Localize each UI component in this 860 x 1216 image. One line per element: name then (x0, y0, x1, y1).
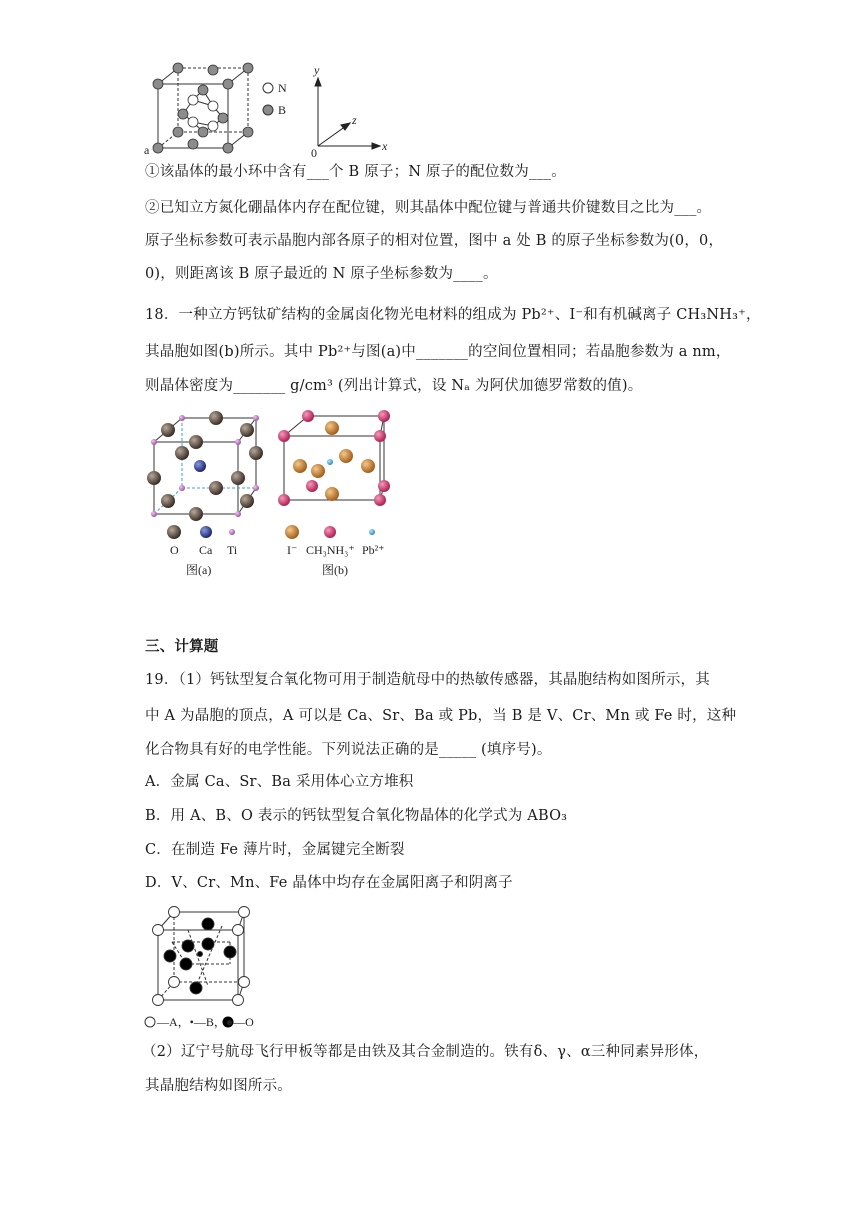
legend-b-i: I⁻ (287, 543, 298, 557)
bn-crystal-figure (140, 62, 400, 158)
option-a: A．金属 Ca、Sr、Ba 采用体心立方堆积 (145, 774, 414, 790)
option-d: D．V、Cr、Mn、Fe 晶体中均存在金属阳离子和阴离子 (145, 875, 513, 891)
question-18-text-2: 其晶胞如图(b)所示。其中 Pb²⁺与图(a)中_______的空间位置相同；若晶胞参数为 a nm， (145, 344, 731, 360)
corner-label-a: a (144, 143, 150, 157)
abo3-crystal-figure (140, 902, 270, 1032)
legend-b-pb: Pb²⁺ (362, 543, 385, 557)
section-heading-calculation: 三、计算题 (145, 638, 219, 655)
question-17-text-3: 原子坐标参数可表示晶胞内部各原子的相对位置，图中 a 处 B 的原子坐标参数为(0，0， (145, 233, 724, 249)
question-19-part2-text-2: 其晶胞结构如图所示。 (145, 1078, 292, 1094)
axis-z-label: z (352, 113, 357, 127)
question-19-text-3: 化合物具有好的电学性能。下列说法正确的是_____ (填序号)。 (145, 742, 552, 758)
question-18-text-1: 18．一种立方钙钛矿结构的金属卤化物光电材料的组成为 Pb²⁺、I⁻和有机碱离子 CH₃NH₃⁺， (145, 307, 761, 323)
question-19-text-2: 中 A 为晶胞的顶点，A 可以是 Ca、Sr、Ba 或 Pb，当 B 是 V、Cr、Mn 或 Fe 时，这种 (145, 708, 737, 724)
axis-x-label: x (382, 139, 388, 153)
question-19-part2-text-1: （2）辽宁号航母飞行甲板等都是由铁及其合金制造的。铁有δ、γ、α三种同素异形体， (142, 1044, 709, 1060)
legend-b: B (278, 103, 287, 117)
legend-a-o: O (170, 543, 179, 557)
question-18-text-3: 则晶体密度为_______ g/cm³ (列出计算式，设 Nₐ 为阿伏加德罗常数的值)。 (145, 378, 643, 394)
abo3-legend: —A，•—B，●—O (157, 1015, 254, 1029)
question-17-text-4: 0)，则距离该 B 原子最近的 N 原子坐标参数为____。 (145, 266, 498, 282)
option-b: B．用 A、B、O 表示的钙钛型复合氧化物晶体的化学式为 ABO₃ (145, 808, 568, 824)
legend-n: N (278, 81, 287, 95)
perovskite-figures (140, 408, 400, 583)
caption-figure-a: 图(a) (186, 563, 212, 577)
axis-origin-label: 0 (311, 146, 317, 158)
question-17-part1: ①该晶体的最小环中含有___个 B 原子；N 原子的配位数为___。 (145, 164, 566, 180)
legend-a-ca: Ca (199, 543, 213, 557)
caption-figure-b: 图(b) (322, 563, 348, 577)
question-17-part2: ②已知立方氮化硼晶体内存在配位键，则其晶体中配位键与普通共价键数目之比为___。 (145, 200, 712, 216)
option-c: C．在制造 Fe 薄片时，金属键完全断裂 (145, 842, 405, 858)
question-19-text-1: 19．（1）钙钛型复合氧化物可用于制造航母中的热敏传感器，其晶胞结构如图所示，其 (145, 672, 710, 688)
legend-b-ch3nh3: CH₃NH₃⁺ (306, 543, 355, 557)
legend-a-ti: Ti (227, 543, 238, 557)
axis-y-label: y (314, 63, 320, 77)
